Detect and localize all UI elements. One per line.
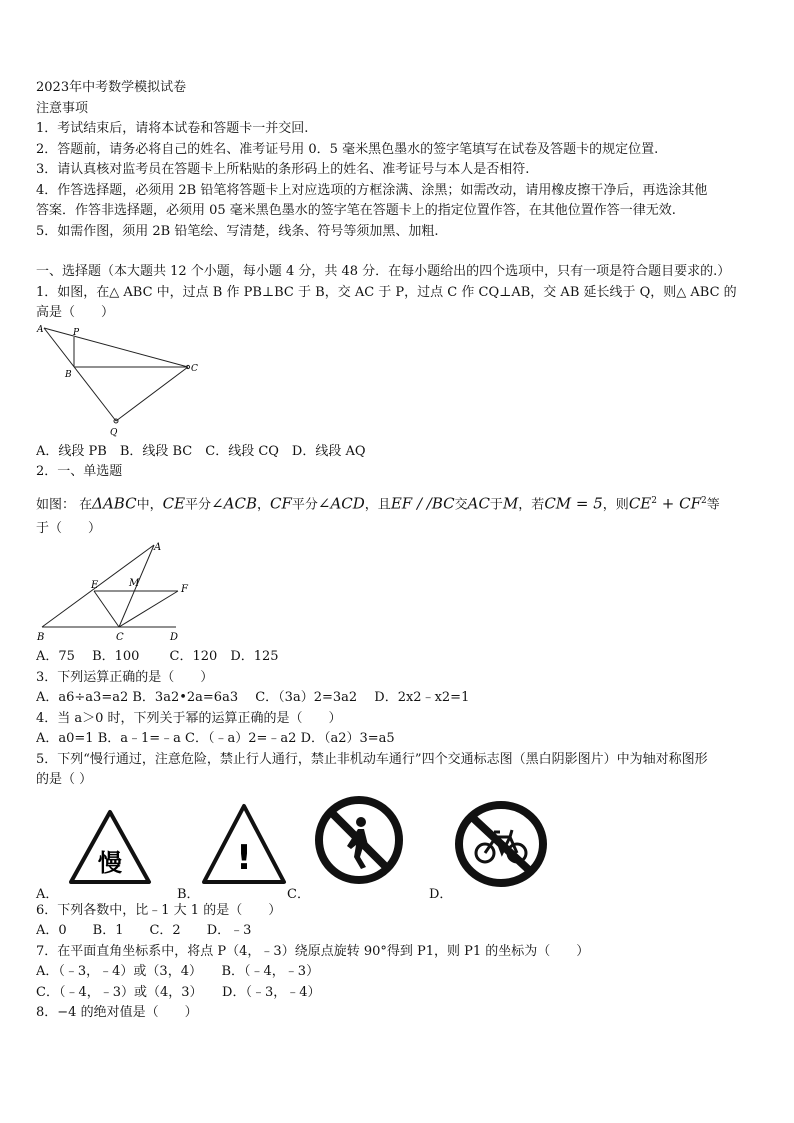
warning-sign-icon: [201, 803, 287, 885]
q2-math-cm: CM = 5: [544, 493, 603, 512]
q2-text-7: 交: [454, 496, 468, 512]
q3-options: A．a6÷a3=a2 B．3a2•2a=6a3 C．（3a）2=3a2 D．2x2﹣x2=1: [36, 690, 470, 705]
q1-label-p: P: [73, 327, 80, 338]
q5-option-a: A．: [36, 886, 59, 902]
q2-text-5: 平分: [291, 496, 318, 512]
warning-sign-text: !: [236, 837, 252, 878]
exam-title: 2023年中考数学模拟试卷: [36, 80, 187, 95]
q7-options-1: A．（﹣3，﹣4）或（3，4） B．（﹣4，﹣3）: [36, 964, 320, 979]
q2-text-9: ，若: [518, 496, 545, 512]
q2-number: 2．一、单选题: [36, 464, 123, 479]
q1-stem-line1: 1．如图，在△ ABC 中，过点 B 作 PB⊥BC 于 B，交 AC 于 P，过点 C 作 CQ⊥AB，交 AB 延长线于 Q，则△ ABC 的: [36, 284, 737, 300]
q2-text-2: 中，: [136, 496, 163, 512]
q1-stem-line2: 高是（ ）: [36, 305, 115, 320]
q2-sup-1: 2: [651, 495, 657, 506]
q2-label-e: E: [91, 580, 99, 591]
q2-stem-line2: 于（ ）: [36, 520, 102, 536]
notice-3: 3．请认真核对监考员在答题卡上所粘贴的条形码上的姓名、准考证号与本人是否相符.: [36, 162, 530, 177]
no-bicycle-sign-icon: [454, 801, 548, 887]
q2-math-angle-acd: ∠ACD: [317, 493, 365, 512]
q2-math-ce: CE: [162, 493, 186, 512]
q1-label-a: A: [37, 324, 44, 335]
q1-label-q: Q: [110, 427, 118, 438]
q1-options: A．线段 PB B．线段 BC C．线段 CQ D．线段 AQ: [36, 443, 366, 459]
q5-signs: [36, 791, 766, 901]
q2-text-6: ，且: [364, 496, 391, 512]
q4-stem: 4．当 a＞0 时，下列关于幂的运算正确的是（ ）: [36, 710, 342, 726]
q5-option-d: D．: [429, 886, 453, 902]
q5-stem-line1: 5．下列“慢行通过，注意危险，禁止行人通行，禁止非机动车通行”四个交通标志图（黑白阴影图片）中为轴对称图形: [36, 751, 708, 767]
q2-text-4: ，: [256, 496, 270, 512]
q5-stem-line2: 的是（ ）: [36, 772, 93, 787]
q1-label-c: C: [191, 363, 198, 374]
q2-math-m: M: [502, 493, 519, 512]
q2-stem-line1: [36, 483, 766, 519]
slow-sign-icon: [68, 809, 152, 885]
notice-4: 4．作答选择题，必须用 2B 铅笔将答题卡上对应选项的方框涂满、涂黑；如需改动，请用橡皮擦干净后，再选涂其他: [36, 182, 708, 198]
q2-label-c: C: [116, 632, 124, 643]
q6-stem: 6．下列各数中，比﹣1 大 1 的是（ ）: [36, 902, 282, 918]
q5-option-b: B．: [177, 886, 200, 902]
q2-label-f: F: [181, 584, 188, 595]
q2-text-8: 于: [489, 496, 503, 512]
q2-math-ce2: CE: [628, 493, 652, 512]
q3-stem: 3．下列运算正确的是（ ）: [36, 669, 214, 685]
q2-text-1: 如图： 在: [36, 496, 93, 512]
section-heading: 一、选择题（本大题共 12 个小题，每小题 4 分，共 48 分．在每小题给出的四个选项中，只有一项是符合题目要求的.）: [36, 264, 731, 279]
q2-math-cf2: CF: [679, 493, 701, 512]
q2-figure: [36, 539, 766, 647]
q1-label-b: B: [65, 369, 72, 380]
no-pedestrian-sign-icon: [314, 795, 404, 885]
notice-1: 1．考试结束后，请将本试卷和答题卡一并交回.: [36, 121, 309, 136]
notice-4-cont: 答案．作答非选择题，必须用 05 毫米黑色墨水的签字笔在答题卡上的指定位置作答，在其他位置作答一律无效.: [36, 203, 676, 218]
q1-triangle-diagram: [36, 324, 206, 442]
q1-figure: [36, 324, 766, 442]
q6-options: A．0 B．1 C．2 D．﹣3: [36, 923, 252, 938]
notice-5: 5．如需作图，须用 2B 铅笔绘、写清楚，线条、符号等须加黑、加粗.: [36, 223, 439, 239]
q2-text-10: ，则: [602, 496, 629, 512]
q5-option-c: C．: [287, 886, 310, 902]
q2-options: A．75 B．100 C．120 D．125: [36, 649, 279, 664]
q2-math-cf: CF: [269, 493, 292, 512]
slow-sign-text: 慢: [98, 848, 122, 877]
q2-plus: +: [656, 493, 680, 512]
q2-label-d: D: [170, 632, 179, 643]
q2-math-ac: AC: [467, 493, 490, 512]
q2-label-b: B: [37, 632, 45, 643]
q2-label-m: M: [129, 578, 140, 589]
q2-text-11: 等: [706, 496, 720, 512]
notice-2: 2．答题前，请务必将自己的姓名、准考证号用 0．5 毫米黑色墨水的签字笔填写在试卷及答题卡的规定位置.: [36, 141, 659, 157]
q2-text-3: 平分: [185, 496, 212, 512]
q2-geometry-diagram: [36, 539, 196, 647]
q2-math-angle-acb: ∠ACB: [211, 493, 257, 512]
q2-math-triangle: ΔABC: [92, 493, 137, 512]
exam-page: [36, 78, 766, 1024]
q2-sup-2: 2: [700, 495, 707, 506]
q2-label-a: A: [154, 542, 162, 553]
q7-options-2: C．（﹣4，﹣3）或（4，3） D．（﹣3，﹣4）: [36, 984, 321, 1000]
q2-math-ef-parallel-bc: EF / /BC: [390, 493, 455, 512]
notice-title: 注意事项: [36, 100, 89, 116]
q8-stem: 8．−4 的绝对值是（ ）: [36, 1005, 198, 1020]
q7-stem: 7．在平面直角坐标系中，将点 P（4，﹣3）绕原点旋转 90°得到 P1，则 P1 的坐标为（ ）: [36, 943, 590, 959]
q4-options: A．a0=1 B．a﹣1=﹣a C．（﹣a）2=﹣a2 D．（a2）3=a5: [36, 731, 395, 746]
